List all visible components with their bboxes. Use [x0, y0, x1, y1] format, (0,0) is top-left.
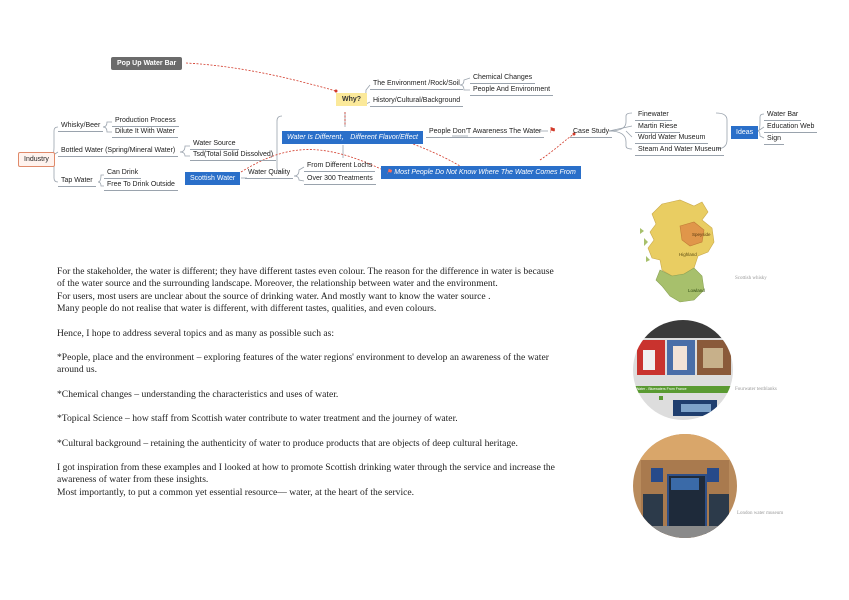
fourwater-website-image [633, 320, 733, 420]
scottish-water-node[interactable]: Scottish Water [185, 172, 240, 185]
world-water-museum-node[interactable]: World Water Museum [635, 133, 708, 144]
whisky-node[interactable]: Whisky/Beer [58, 121, 103, 132]
scotland-map-image [632, 198, 732, 306]
free-drink-node[interactable]: Free To Drink Outside [104, 180, 178, 191]
bottled-node[interactable]: Bottled Water (Spring/Mineral Water) [58, 146, 178, 157]
water-bar-node[interactable]: Water Bar [764, 110, 801, 121]
paragraph-stakeholder: For the stakeholder, the water is different; they have different tastes even colour. The reason for the difference in water is because of the water source and the surrounding landscape. Moreover, the relationship between water and the environment. [57, 266, 554, 290]
treatments-node[interactable]: Over 300 Treatments [304, 174, 376, 185]
case-study-node[interactable]: Case Study [570, 127, 612, 138]
bullet-chemical: *Chemical changes – understanding the characteristics and uses of water. [57, 388, 339, 400]
popup-water-bar-node[interactable]: Pop Up Water Bar [111, 57, 182, 70]
steam-water-museum-node[interactable]: Steam And Water Museum [635, 145, 724, 156]
lochs-node[interactable]: From Different Lochs [304, 161, 375, 172]
paragraph-many-people: Many people do not realise that water is different, with different tastes, qualities, and even colours. [57, 303, 437, 315]
finewater-node[interactable]: Finewater [635, 110, 672, 121]
map-label-highland: Highland [679, 252, 697, 257]
bullet-people-place: *People, place and the environment – exploring features of the water regions' environment to develop an awareness of the water around us. [57, 352, 549, 376]
body-text [57, 266, 563, 499]
production-node[interactable]: Production Process [112, 116, 179, 127]
flag-icon: ⚑ [386, 169, 393, 176]
why-node[interactable]: Why? [336, 93, 367, 106]
map-caption: Scottish whisky [735, 276, 767, 281]
paragraph-users: For users, most users are unclear about the source of drinking water. And mostly want to know the water source . [57, 290, 491, 302]
mindmap [0, 0, 849, 200]
ideas-node[interactable]: Ideas [731, 126, 758, 139]
water-museum-image [633, 434, 737, 538]
paragraph-hence: Hence, I hope to address several topics and as many as possible such as: [57, 327, 335, 339]
website-caption: Fourwater testblanks [735, 387, 777, 392]
dilute-node[interactable]: Dilute It With Water [112, 127, 178, 138]
map-label-speyside: Speyside [692, 232, 711, 237]
chemical-changes-node[interactable]: Chemical Changes [470, 73, 535, 84]
tap-water-node[interactable]: Tap Water [58, 176, 96, 187]
industry-node[interactable]: Industry [18, 152, 55, 167]
map-label-lowland: Lowland [688, 288, 705, 293]
sign-node[interactable]: Sign [764, 134, 784, 145]
scotland-whisky-map [632, 198, 732, 306]
water-is-different-node[interactable]: Water Is Different， Different Flavor/Effect [282, 131, 423, 144]
people-environment-node[interactable]: People And Environment [470, 85, 553, 96]
water-source-node[interactable]: Water Source [190, 139, 239, 150]
awareness-node[interactable]: People Don'T Awareness The Water [426, 127, 544, 138]
environment-node[interactable]: The Environment /Rock/Soil [370, 79, 463, 90]
museum-caption: London water museum [737, 511, 784, 516]
website-banner: Water - Bluewaters From France [633, 386, 733, 393]
most-people-label: Most People Do Not Know Where The Water Comes From [394, 169, 576, 176]
flag-icon: ⚑ [549, 126, 557, 135]
most-people-node[interactable] [381, 166, 581, 179]
tsd-node[interactable]: Tsd(Total Solid Dissolved) [190, 150, 276, 161]
paragraph-inspiration: I got inspiration from these examples and I looked at how to promote Scottish drinking water through the service and increase the awareness of water from these insights. [57, 462, 555, 486]
paragraph-most-importantly: Most importantly, to put a common yet essential resource— water, at the heart of the service. [57, 486, 415, 498]
bullet-cultural: *Cultural background – retaining the authenticity of water to produce products that are objects of deep cultural heritage. [57, 437, 518, 449]
water-quality-node[interactable]: Water Quality [245, 168, 293, 179]
can-drink-node[interactable]: Can Drink [104, 168, 141, 179]
history-node[interactable]: History/Cultural/Background [370, 96, 463, 107]
education-web-node[interactable]: Education Web [764, 122, 817, 133]
martin-riese-node[interactable]: Martin Riese [635, 122, 680, 133]
bullet-topical-science: *Topical Science – how staff from Scottish water contribute to water treatment and the journey of water. [57, 413, 458, 425]
